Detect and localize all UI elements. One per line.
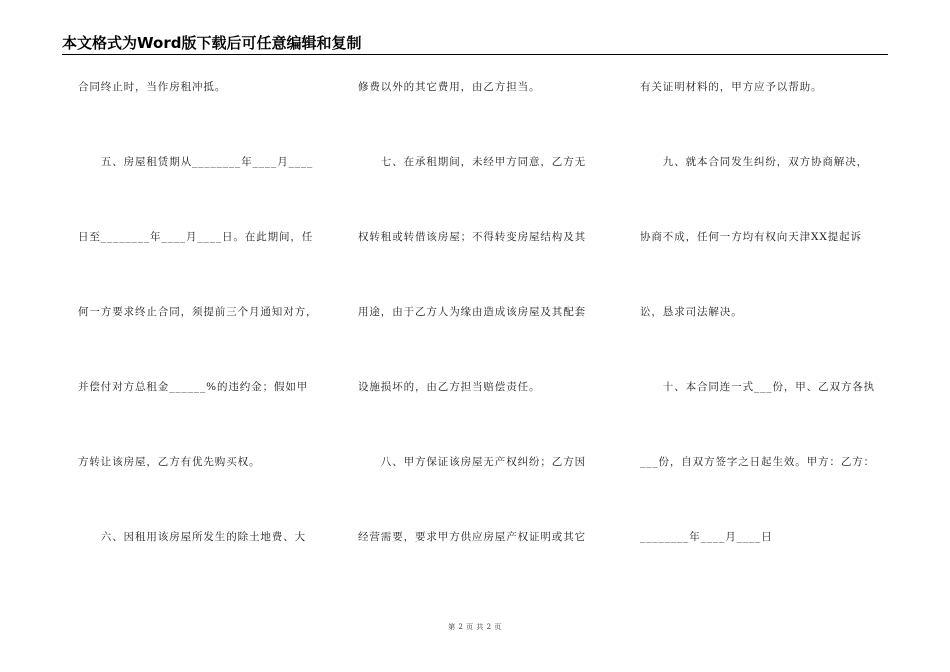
text-line: 日至________年____月____日。在此期间，任 [78, 231, 314, 243]
text-line: 设施损坏的，由乙方担当赔偿责任。 [358, 381, 541, 393]
text-line: ________年____月____日 [640, 531, 773, 543]
text-line: 并偿付对方总租金______%的违约金；假如甲 [78, 381, 309, 393]
text-line: 有关证明材料的，甲方应予以帮助。 [640, 81, 823, 93]
text-line: 九、就本合同发生纠纷，双方协商解决， [640, 156, 868, 168]
text-line: 经营需要，要求甲方供应房屋产权证明或其它 [358, 531, 586, 543]
text-line: 五、房屋租赁期从________年____月____ [78, 156, 314, 168]
text-line: 六、因租用该房屋所发生的除土地费、大 [78, 531, 306, 543]
text-line: 权转租或转借该房屋；不得转变房屋结构及其 [358, 231, 586, 243]
text-line: 修费以外的其它费用，由乙方担当。 [358, 81, 541, 93]
text-line: 合同终止时，当作房租冲抵。 [78, 81, 227, 93]
page-number: 第 2 页 共 2 页 [448, 623, 502, 631]
text-line: 十、本合同连一式___份，甲、乙双方各执 [640, 381, 876, 393]
text-line: 协商不成，任何一方均有权向天津XX提起诉 [640, 231, 862, 243]
text-line: 讼，恳求司法解决。 [640, 306, 743, 318]
text-line: 七、在承租期间，未经甲方同意，乙方无 [358, 156, 586, 168]
text-line: ___份，自双方签字之日起生效。甲方：乙方： [640, 456, 876, 468]
text-line: 八、甲方保证该房屋无产权纠纷；乙方因 [358, 456, 586, 468]
header-title: 本文格式为Word版下载后可任意编辑和复制 [62, 34, 362, 52]
document-header [62, 32, 888, 54]
text-line: 何一方要求终止合同，须提前三个月通知对方， [78, 306, 318, 318]
text-line: 方转让该房屋，乙方有优先购买权。 [78, 456, 261, 468]
text-line: 用途，由于乙方人为缘由造成该房屋及其配套 [358, 306, 586, 318]
header-divider [62, 54, 888, 55]
